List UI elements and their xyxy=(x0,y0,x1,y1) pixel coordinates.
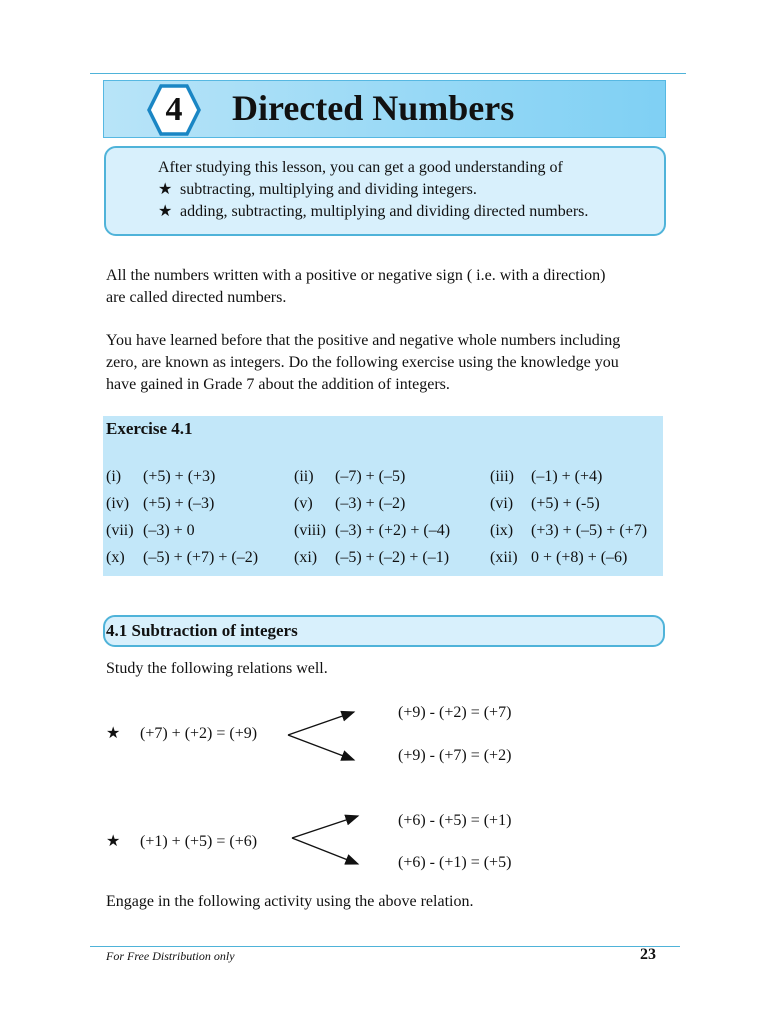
exercise-item-expression: 0 + (+8) + (–6) xyxy=(531,549,628,566)
exercise-item-label: (viii) xyxy=(294,522,326,539)
exercise-item-label: (xi) xyxy=(294,549,318,566)
objective-text: adding, subtracting, multiplying and dividing directed numbers. xyxy=(180,203,589,220)
objectives-intro: After studying this lesson, you can get a good understanding of xyxy=(158,159,563,176)
paragraph-line: are called directed numbers. xyxy=(106,289,287,306)
exercise-item-label: (i) xyxy=(106,468,122,485)
section-title: 4.1 Subtraction of integers xyxy=(106,621,298,640)
paragraph-line: All the numbers written with a positive or negative sign ( i.e. with a direction) xyxy=(106,267,606,284)
exercise-item-label: (vi) xyxy=(490,495,514,512)
exercise-item-label: (x) xyxy=(106,549,125,566)
footer-rule xyxy=(90,946,680,947)
footer-note: For Free Distribution only xyxy=(106,949,235,963)
chapter-title: Directed Numbers xyxy=(232,88,515,128)
relation-difference: (+9) - (+7) = (+2) xyxy=(398,747,512,764)
star-bullet-icon: ★ xyxy=(158,203,173,220)
exercise-title: Exercise 4.1 xyxy=(106,419,193,438)
exercise-item-label: (vii) xyxy=(106,522,134,539)
exercise-item-expression: (+5) + (–3) xyxy=(143,495,215,512)
relation-sum: (+1) + (+5) = (+6) xyxy=(140,833,258,850)
exercise-item-label: (ix) xyxy=(490,522,514,539)
branch-arrow-icon xyxy=(288,712,354,760)
exercise-item-expression: (–7) + (–5) xyxy=(335,468,406,485)
branch-arrow-icon xyxy=(292,816,358,864)
exercise-item-expression: (–5) + (+7) + (–2) xyxy=(143,549,259,566)
exercise-item-label: (iii) xyxy=(490,468,514,485)
exercise-item-expression: (–3) + (–2) xyxy=(335,495,406,512)
section-intro: Study the following relations well. xyxy=(106,660,328,677)
exercise-item-expression: (–3) + 0 xyxy=(143,522,195,539)
exercise-item-expression: (+5) + (+3) xyxy=(143,468,216,485)
relation-difference: (+9) - (+2) = (+7) xyxy=(398,704,512,721)
exercise-item-expression: (–1) + (+4) xyxy=(531,468,603,485)
relation-difference: (+6) - (+5) = (+1) xyxy=(398,812,512,829)
exercise-item-label: (iv) xyxy=(106,495,130,512)
star-bullet-icon: ★ xyxy=(106,725,121,742)
paragraph-line: have gained in Grade 7 about the addition of integers. xyxy=(106,376,450,393)
page-number: 23 xyxy=(640,946,656,963)
exercise-item-expression: (+3) + (–5) + (+7) xyxy=(531,522,648,539)
exercise-item-expression: (–5) + (–2) + (–1) xyxy=(335,549,450,566)
exercise-item-expression: (+5) + (-5) xyxy=(531,495,600,512)
section-outro: Engage in the following activity using the above relation. xyxy=(106,893,474,910)
paragraph-line: You have learned before that the positive and negative whole numbers including xyxy=(106,332,621,349)
relation-sum: (+7) + (+2) = (+9) xyxy=(140,725,258,742)
exercise-item-expression: (–3) + (+2) + (–4) xyxy=(335,522,451,539)
chapter-number: 4 xyxy=(165,91,183,128)
exercise-item-label: (xii) xyxy=(490,549,518,566)
objective-text: subtracting, multiplying and dividing integers. xyxy=(180,181,477,198)
exercise-item-label: (ii) xyxy=(294,468,314,485)
exercise-item-label: (v) xyxy=(294,495,313,512)
star-bullet-icon: ★ xyxy=(158,181,173,198)
relation-difference: (+6) - (+1) = (+5) xyxy=(398,854,512,871)
paragraph-line: zero, are known as integers. Do the following exercise using the knowledge you xyxy=(106,354,619,371)
star-bullet-icon: ★ xyxy=(106,833,121,850)
